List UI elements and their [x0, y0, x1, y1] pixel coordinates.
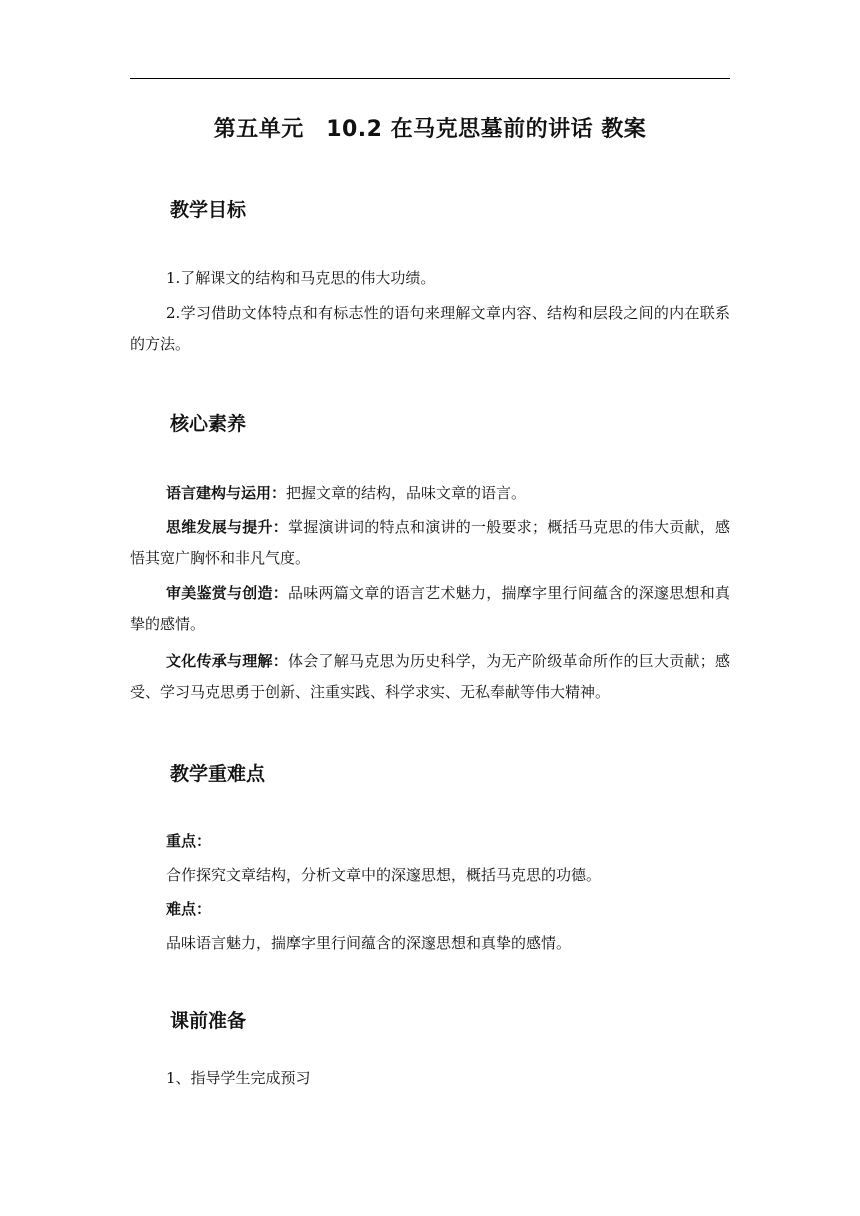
difficulty-label: 难点： [166, 900, 212, 918]
preparation-item: 1、指导学生完成预习 [166, 1069, 311, 1087]
literacy-label: 语言建构与运用： [166, 484, 287, 502]
literacy-text: 掌握演讲词的特点和演讲的一般要求；概括马克思的伟大贡献，感悟其宽广胸怀和非凡气度。 [130, 518, 730, 567]
literacy-label: 文化传承与理解： [166, 652, 288, 670]
header-rule [130, 78, 730, 79]
section-heading-literacy: 核心素养 [170, 413, 247, 435]
section-heading-key-points: 教学重难点 [170, 763, 266, 785]
literacy-label: 思维发展与提升： [166, 518, 288, 536]
literacy-item [130, 512, 730, 574]
literacy-text: 体会了解马克思为历史科学，为无产阶级革命所作的巨大贡献；感受、学习马克思勇于创新、注重实践、科学求实、无私奉献等伟大精神。 [130, 652, 730, 701]
section-heading-objectives: 教学目标 [170, 199, 247, 221]
focus-text: 合作探究文章结构，分析文章中的深邃思想，概括马克思的功德。 [166, 866, 602, 884]
literacy-text: 品味两篇文章的语言艺术魅力，揣摩字里行间蕴含的深邃思想和真挚的感情。 [130, 584, 730, 633]
focus-label: 重点： [166, 832, 212, 850]
objective-item: 1.了解课文的结构和马克思的伟大功绩。 [166, 269, 436, 287]
literacy-item [130, 578, 730, 640]
literacy-label: 审美鉴赏与创造： [166, 584, 288, 602]
literacy-item [130, 478, 730, 509]
objective-item: 2.学习借助文体特点和有标志性的语句来理解文章内容、结构和层段之间的内在联系的方法。 [130, 304, 730, 353]
literacy-item [130, 646, 730, 708]
difficulty-text: 品味语言魅力，揣摩字里行间蕴含的深邃思想和真挚的感情。 [166, 934, 572, 952]
section-heading-preparation: 课前准备 [170, 1010, 247, 1032]
document-title: 第五单元 10.2 在马克思墓前的讲话 教案 [213, 117, 647, 142]
literacy-text: 把握文章的结构，品味文章的语言。 [286, 484, 527, 502]
